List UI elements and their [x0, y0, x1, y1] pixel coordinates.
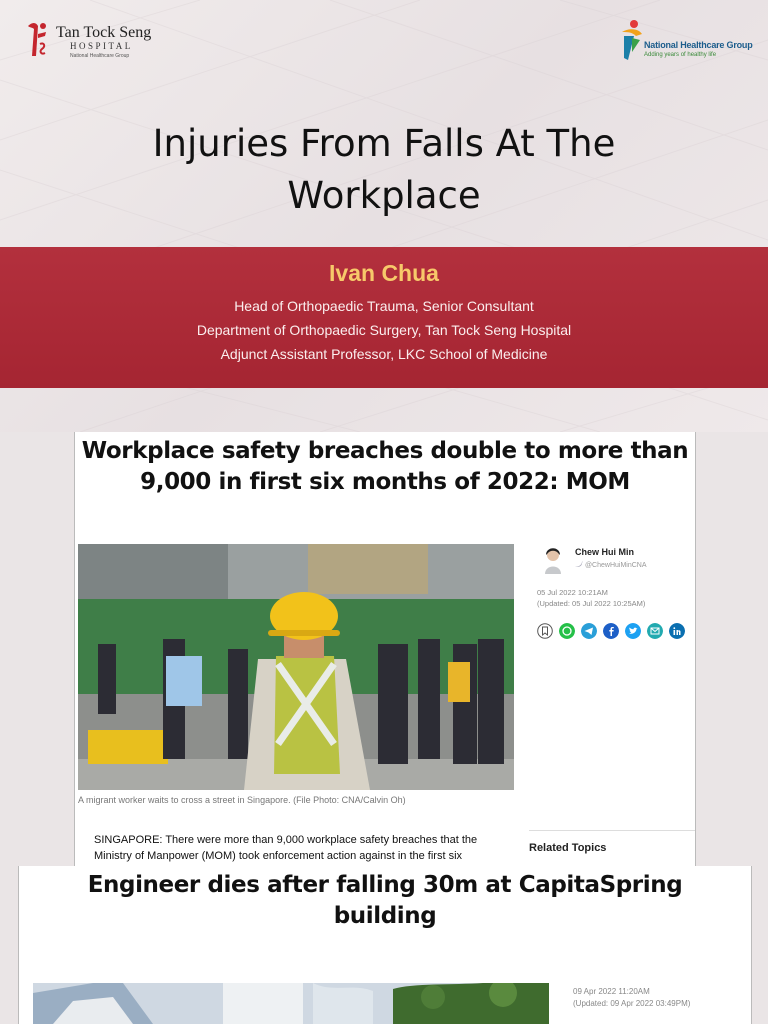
tan-tock-seng-logo	[22, 18, 162, 64]
slide-title	[84, 118, 684, 222]
facebook-icon[interactable]	[603, 623, 619, 639]
article1-body-line2: Ministry of Manpower (MOM) took enforcement action against in the first six	[94, 850, 463, 862]
title-slide	[0, 0, 768, 432]
twitter-small-icon	[575, 561, 583, 568]
author-avatar[interactable]	[541, 544, 565, 574]
article2-date: 09 Apr 2022 11:20AM	[573, 987, 650, 996]
telegram-icon[interactable]	[581, 623, 597, 639]
article1-updated: (Updated: 05 Jul 2022 10:25AM)	[537, 599, 646, 608]
twitter-icon[interactable]	[625, 623, 641, 639]
article1-photo[interactable]	[78, 544, 514, 790]
slide-title-line2: Workplace	[287, 174, 481, 217]
tts-hospital: HOSPITAL	[70, 41, 133, 51]
article1-dates	[537, 587, 645, 609]
speaker-name: Ivan Chua	[329, 260, 439, 286]
speaker-role-1: Head of Orthopaedic Trauma, Senior Consultant	[234, 298, 534, 314]
linkedin-icon[interactable]	[669, 623, 685, 639]
nhg-emblem-icon	[618, 18, 644, 62]
share-bar	[537, 623, 687, 641]
article2-headline-line1: Engineer dies after falling 30m at CapitaSpring	[87, 872, 683, 898]
speaker-role-2: Department of Orthopaedic Surgery, Tan Tock Seng Hospital	[196, 322, 572, 338]
whatsapp-icon[interactable]	[559, 623, 575, 639]
article1-headline-line2: 9,000 in first six months of 2022: MOM	[140, 469, 630, 495]
tts-name: Tan Tock Seng	[56, 24, 152, 41]
article1-headline[interactable]	[75, 436, 695, 498]
bookmark-icon[interactable]	[537, 623, 553, 639]
news-article-safety-breaches	[74, 432, 696, 866]
article2-updated: (Updated: 09 Apr 2022 03:49PM)	[573, 999, 691, 1008]
nhg-tagline: Adding years of healthy life	[644, 52, 717, 58]
author-handle[interactable]	[575, 561, 647, 569]
nhg-name: National Healthcare Group	[644, 40, 753, 50]
speaker-role-3: Adjunct Assistant Professor, LKC School of Medicine	[220, 346, 548, 362]
article2-headline[interactable]	[19, 870, 751, 932]
article2-dates	[573, 986, 690, 1010]
tts-emblem-icon	[22, 20, 50, 60]
author-name[interactable]: Chew Hui Min	[575, 547, 634, 557]
article1-body	[94, 832, 514, 864]
nhg-logo	[618, 18, 758, 64]
news-article-engineer-falls	[18, 866, 752, 1024]
article1-headline-line1: Workplace safety breaches double to more than	[81, 438, 689, 464]
related-topics-heading[interactable]: Related Topics	[529, 842, 607, 854]
related-divider	[529, 830, 695, 831]
tts-subline: National Healthcare Group	[70, 53, 130, 59]
article1-date: 05 Jul 2022 10:21AM	[537, 588, 608, 597]
article2-photo[interactable]	[33, 983, 549, 1024]
email-icon[interactable]	[647, 623, 663, 639]
article1-photo-caption: A migrant worker waits to cross a street in Singapore. (File Photo: CNA/Calvin Oh)	[78, 795, 406, 805]
author-handle-text: @ChewHuiMinCNA	[584, 562, 647, 569]
article2-headline-line2: building	[333, 903, 437, 929]
article1-body-line1: SINGAPORE: There were more than 9,000 workplace safety breaches that the	[94, 834, 478, 846]
slide-title-line1: Injuries From Falls At The	[152, 122, 616, 165]
